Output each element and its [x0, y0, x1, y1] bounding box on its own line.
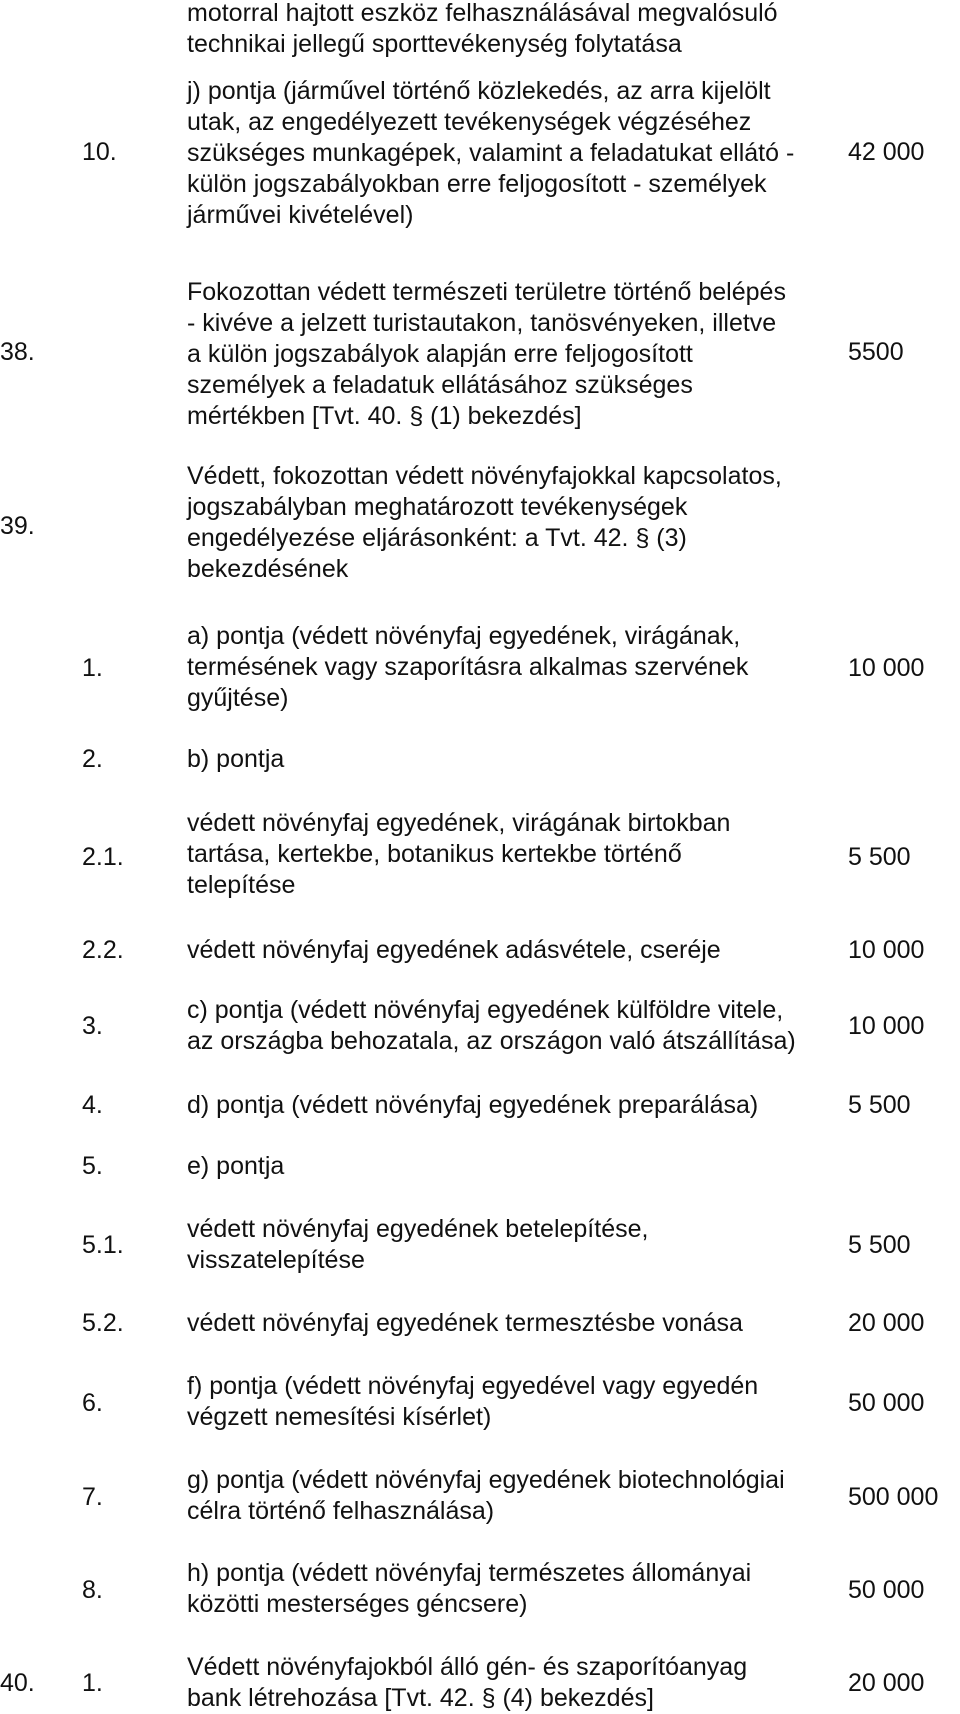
row-5-description: [187, 744, 847, 775]
row-4-description: [187, 621, 847, 714]
row-1-description: [187, 76, 847, 231]
row-1-line-3: külön jogszabályokban erre feljogosított - személyek: [187, 170, 767, 198]
row-7-line-0: védett növényfaj egyedének adásvétele, cseréje: [187, 936, 721, 964]
row-16-subnumber: 1.: [82, 1669, 103, 1697]
row-15-line-0: h) pontja (védett növényfaj természetes állományai: [187, 1559, 752, 1587]
row-4-amount: 10 000: [848, 654, 925, 682]
row-0-description: [187, 0, 847, 60]
row-11-amount: 5 500: [848, 1231, 911, 1259]
row-1-line-4: járművei kivételével): [187, 201, 414, 229]
row-13-line-1: végzett nemesítési kísérlet): [187, 1403, 492, 1431]
row-12-description: [187, 1308, 847, 1339]
row-4-line-0: a) pontja (védett növényfaj egyedének, virágának,: [187, 622, 741, 650]
row-6-line-0: védett növényfaj egyedének, virágának birtokban: [187, 809, 731, 837]
row-10-subnumber: 5.: [82, 1152, 103, 1180]
row-13-line-0: f) pontja (védett növényfaj egyedével vagy egyedén: [187, 1372, 759, 1400]
row-9-amount: 5 500: [848, 1091, 911, 1119]
row-1-line-0: j) pontja (járművel történő közlekedés, az arra kijelölt: [187, 77, 771, 105]
row-13-subnumber: 6.: [82, 1389, 103, 1417]
row-1-subnumber: 10.: [82, 138, 117, 166]
row-16-number: 40.: [0, 1669, 35, 1697]
row-6-amount: 5 500: [848, 843, 911, 871]
row-9-description: [187, 1090, 847, 1121]
row-13-amount: 50 000: [848, 1389, 925, 1417]
row-2-line-1: - kivéve a jelzett turistautakon, tanösvényeken, illetve: [187, 309, 777, 337]
row-3-line-3: bekezdésének: [187, 555, 349, 583]
row-2-line-3: személyek a feladatuk ellátásához szükséges: [187, 371, 693, 399]
row-7-amount: 10 000: [848, 936, 925, 964]
row-8-amount: 10 000: [848, 1012, 925, 1040]
row-4-line-1: termésének vagy szaporításra alkalmas szervének: [187, 653, 749, 681]
row-3-line-1: jogszabályban meghatározott tevékenységek: [187, 493, 688, 521]
row-3-description: [187, 461, 847, 585]
row-16-amount: 20 000: [848, 1669, 925, 1697]
row-2-description: [187, 277, 847, 432]
row-11-subnumber: 5.1.: [82, 1231, 124, 1259]
row-6-line-2: telepítése: [187, 871, 296, 899]
row-15-amount: 50 000: [848, 1576, 925, 1604]
row-3-line-2: engedélyezése eljárásonként: a Tvt. 42. § (3): [187, 524, 687, 552]
row-14-line-0: g) pontja (védett növényfaj egyedének biotechnológiai: [187, 1466, 785, 1494]
row-6-subnumber: 2.1.: [82, 843, 124, 871]
row-0-line-0: motorral hajtott eszköz felhasználásával megvalósuló: [187, 0, 778, 27]
row-12-amount: 20 000: [848, 1309, 925, 1337]
row-10-line-0: e) pontja: [187, 1152, 285, 1180]
row-14-line-1: célra történő felhasználása): [187, 1497, 495, 1525]
row-16-line-0: Védett növényfajokból álló gén- és szaporítóanyag: [187, 1653, 748, 1681]
row-11-description: [187, 1214, 847, 1276]
row-9-subnumber: 4.: [82, 1091, 103, 1119]
row-15-line-1: közötti mesterséges géncsere): [187, 1590, 528, 1618]
row-4-line-2: gyűjtése): [187, 684, 289, 712]
row-2-line-4: mértékben [Tvt. 40. § (1) bekezdés]: [187, 402, 582, 430]
row-13-description: [187, 1371, 847, 1433]
row-7-subnumber: 2.2.: [82, 936, 124, 964]
row-6-line-1: tartása, kertekbe, botanikus kertekbe történő: [187, 840, 682, 868]
row-12-line-0: védett növényfaj egyedének termesztésbe vonása: [187, 1309, 743, 1337]
row-6-description: [187, 808, 847, 901]
row-14-subnumber: 7.: [82, 1483, 103, 1511]
row-8-description: [187, 995, 847, 1057]
row-15-subnumber: 8.: [82, 1576, 103, 1604]
row-3-line-0: Védett, fokozottan védett növényfajokkal kapcsolatos,: [187, 462, 782, 490]
row-11-line-0: védett növényfaj egyedének betelepítése,: [187, 1215, 649, 1243]
row-4-subnumber: 1.: [82, 654, 103, 682]
row-2-number: 38.: [0, 338, 35, 366]
row-12-subnumber: 5.2.: [82, 1309, 124, 1337]
row-2-line-0: Fokozottan védett természeti területre történő belépés: [187, 278, 786, 306]
row-2-amount: 5500: [848, 338, 904, 366]
row-1-line-2: szükséges munkagépek, valamint a feladatukat ellátó -: [187, 139, 795, 167]
row-14-amount: 500 000: [848, 1483, 939, 1511]
row-16-description: [187, 1652, 847, 1714]
row-1-amount: 42 000: [848, 138, 925, 166]
row-3-number: 39.: [0, 512, 35, 540]
row-1-line-1: utak, az engedélyezett tevékenységek végzéséhez: [187, 108, 752, 136]
row-10-description: [187, 1151, 847, 1182]
row-0-line-1: technikai jellegű sporttevékenység folytatása: [187, 30, 682, 58]
row-11-line-1: visszatelepítése: [187, 1246, 365, 1274]
row-9-line-0: d) pontja (védett növényfaj egyedének preparálása): [187, 1091, 759, 1119]
row-8-line-1: az országba behozatala, az országon való átszállítása): [187, 1027, 796, 1055]
row-16-line-1: bank létrehozása [Tvt. 42. § (4) bekezdés]: [187, 1684, 654, 1712]
row-2-line-2: a külön jogszabályok alapján erre feljogosított: [187, 340, 693, 368]
row-8-subnumber: 3.: [82, 1012, 103, 1040]
row-15-description: [187, 1558, 847, 1620]
row-14-description: [187, 1465, 847, 1527]
row-8-line-0: c) pontja (védett növényfaj egyedének külföldre vitele,: [187, 996, 784, 1024]
row-5-subnumber: 2.: [82, 745, 103, 773]
row-5-line-0: b) pontja: [187, 745, 285, 773]
row-7-description: [187, 935, 847, 966]
